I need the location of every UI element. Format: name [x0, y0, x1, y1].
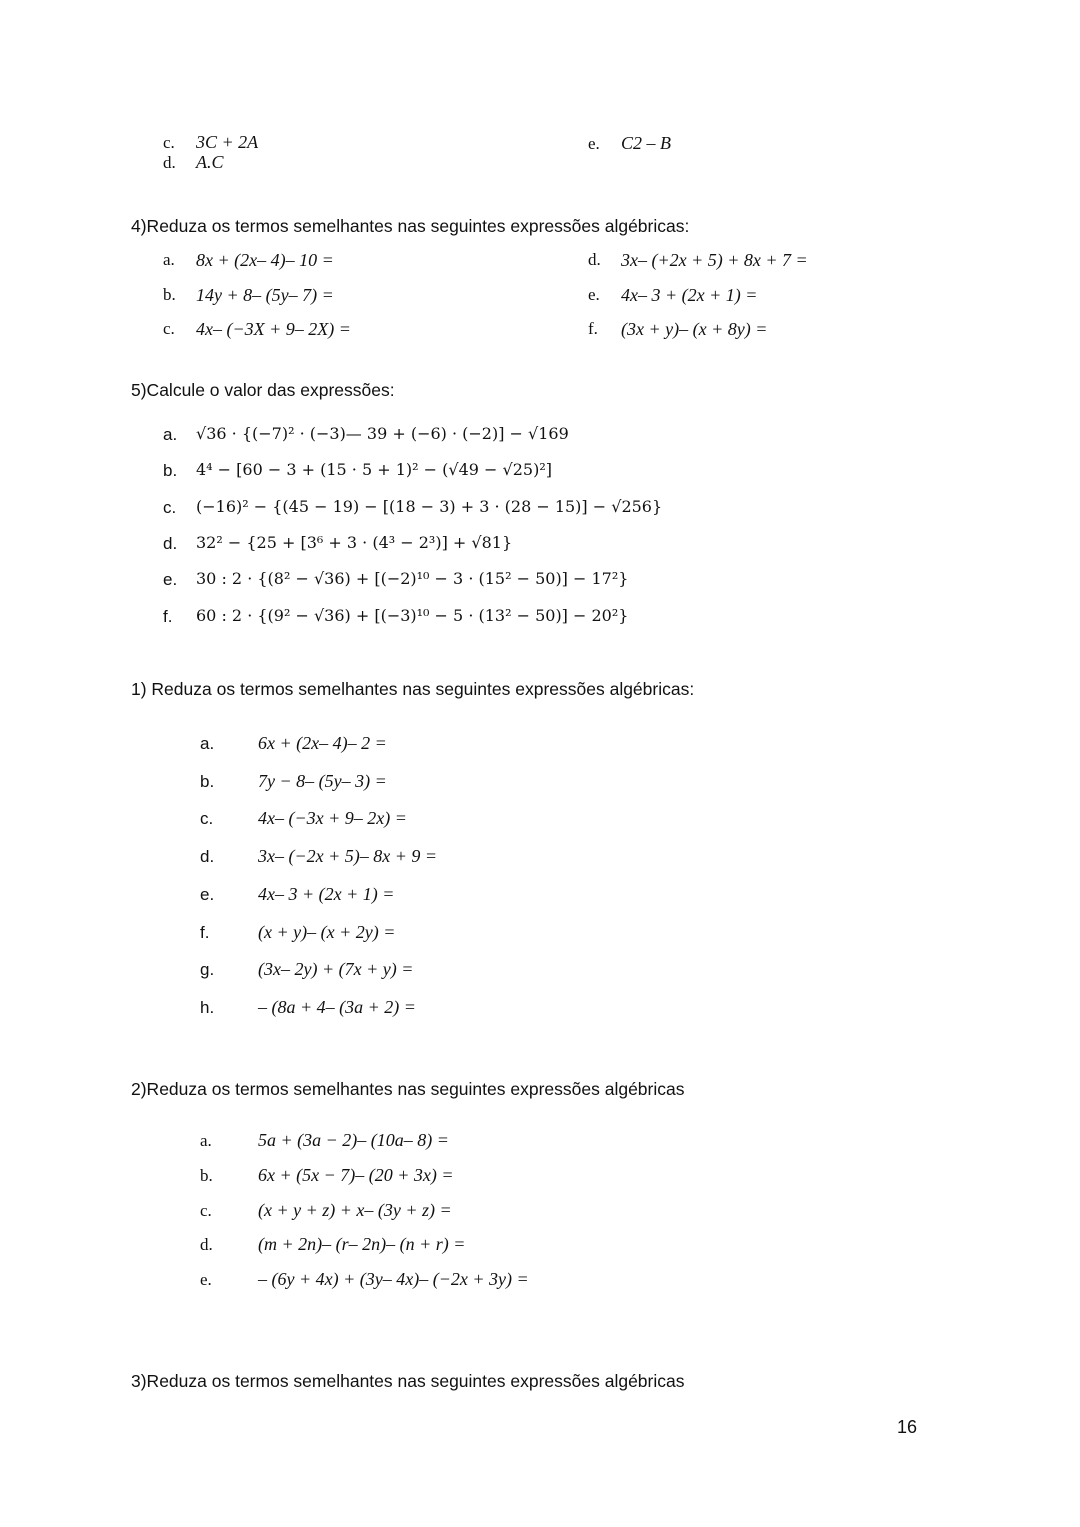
item-label: b.	[200, 1165, 213, 1185]
item-expression: A.C	[196, 152, 224, 172]
item-expression: 7y − 8– (5y– 3) =	[258, 770, 387, 791]
item-label: c.	[163, 497, 177, 517]
item-expression: 4x– (−3x + 9– 2x) =	[258, 808, 407, 829]
item-label: a.	[200, 1131, 212, 1150]
item-label: c.	[163, 319, 175, 338]
item-expression: (m + 2n)– (r– 2n)– (n + r) =	[258, 1234, 466, 1255]
item-expression: 32² − {25 + [3⁶ + 3 · (4³ − 2³)] + √81}	[196, 532, 513, 552]
item-expression: 6x + (5x − 7)– (20 + 3x) =	[258, 1164, 454, 1185]
item-expression: C2 – B	[621, 133, 672, 153]
item-expression: – (6y + 4x) + (3y– 4x)– (−2x + 3y) =	[258, 1269, 529, 1290]
item-expression: 6x + (2x– 4)– 2 =	[258, 733, 387, 753]
item-label: b.	[200, 771, 215, 791]
item-label: e.	[200, 1270, 212, 1290]
item-label: b.	[163, 285, 176, 304]
item-label: a.	[163, 250, 175, 269]
item-expression: – (8a + 4– (3a + 2) =	[258, 996, 416, 1017]
item-expression: 4x– 3 + (2x + 1) =	[621, 285, 758, 305]
question-2-heading: 2)Reduza os termos semelhantes nas seguintes expressões algébricas	[131, 1079, 685, 1099]
item-label: c.	[200, 1200, 212, 1220]
item-expression: 3x– (−2x + 5)– 8x + 9 =	[258, 846, 438, 867]
question-1-heading: 1) Reduza os termos semelhantes nas seguintes expressões algébricas:	[131, 679, 695, 699]
item-expression: (x + y + z) + x– (3y + z) =	[258, 1199, 452, 1220]
item-expression: 4⁴ − [60 − 3 + (15 · 5 + 1)² − (√49 − √25)²]	[196, 460, 552, 480]
item-expression: 3C + 2A	[196, 132, 259, 152]
item-label: c.	[163, 133, 175, 152]
item-label: f.	[588, 319, 598, 338]
item-expression: 3x– (+2x + 5) + 8x + 7 =	[621, 250, 808, 270]
item-expression: 60 : 2 · {(9² − √36) + [(−3)¹⁰ − 5 · (13² − 50)] − 20²}	[196, 605, 629, 625]
item-expression: (x + y)– (x + 2y) =	[258, 921, 396, 942]
question-5-heading: 5)Calcule o valor das expressões:	[131, 380, 395, 400]
item-label: f.	[200, 922, 210, 942]
item-label: b.	[163, 461, 178, 481]
item-label: e.	[588, 134, 600, 153]
item-expression: (3x– 2y) + (7x + y) =	[258, 959, 414, 980]
item-expression: √36 · {(−7)² · (−3)— 39 + (−6) · (−2)] − √169	[196, 424, 569, 443]
item-label: f.	[163, 606, 173, 626]
item-expression: 5a + (3a − 2)– (10a– 8) =	[258, 1130, 449, 1150]
item-label: e.	[200, 884, 215, 904]
item-label: a.	[200, 734, 215, 753]
item-label: d.	[200, 847, 215, 867]
item-label: c.	[200, 809, 214, 829]
item-label: a.	[163, 425, 178, 444]
question-4-heading: 4)Reduza os termos semelhantes nas seguintes expressões algébricas:	[131, 216, 690, 236]
page-number: 16	[897, 1417, 918, 1437]
item-label: d.	[163, 153, 176, 172]
item-expression: 4x– (−3X + 9– 2X) =	[196, 319, 351, 339]
item-label: d.	[200, 1235, 213, 1255]
item-expression: (3x + y)– (x + 8y) =	[621, 319, 768, 339]
item-expression: 30 : 2 · {(8² − √36) + [(−2)¹⁰ − 3 · (15² − 50)] − 17²}	[196, 569, 629, 589]
item-label: d.	[588, 250, 601, 269]
item-label: g.	[200, 960, 215, 980]
item-expression: 14y + 8– (5y– 7) =	[196, 285, 334, 305]
item-expression: 4x– 3 + (2x + 1) =	[258, 883, 395, 904]
item-label: h.	[200, 997, 215, 1017]
item-expression: (−16)² − {(45 − 19) − [(18 − 3) + 3 · (28 − 15)] − √256}	[196, 496, 663, 516]
question-3-heading: 3)Reduza os termos semelhantes nas seguintes expressões algébricas	[131, 1371, 685, 1391]
item-expression: 8x + (2x– 4)– 10 =	[196, 250, 334, 270]
item-label: e.	[588, 285, 600, 304]
item-label: d.	[163, 533, 178, 553]
item-label: e.	[163, 570, 178, 590]
